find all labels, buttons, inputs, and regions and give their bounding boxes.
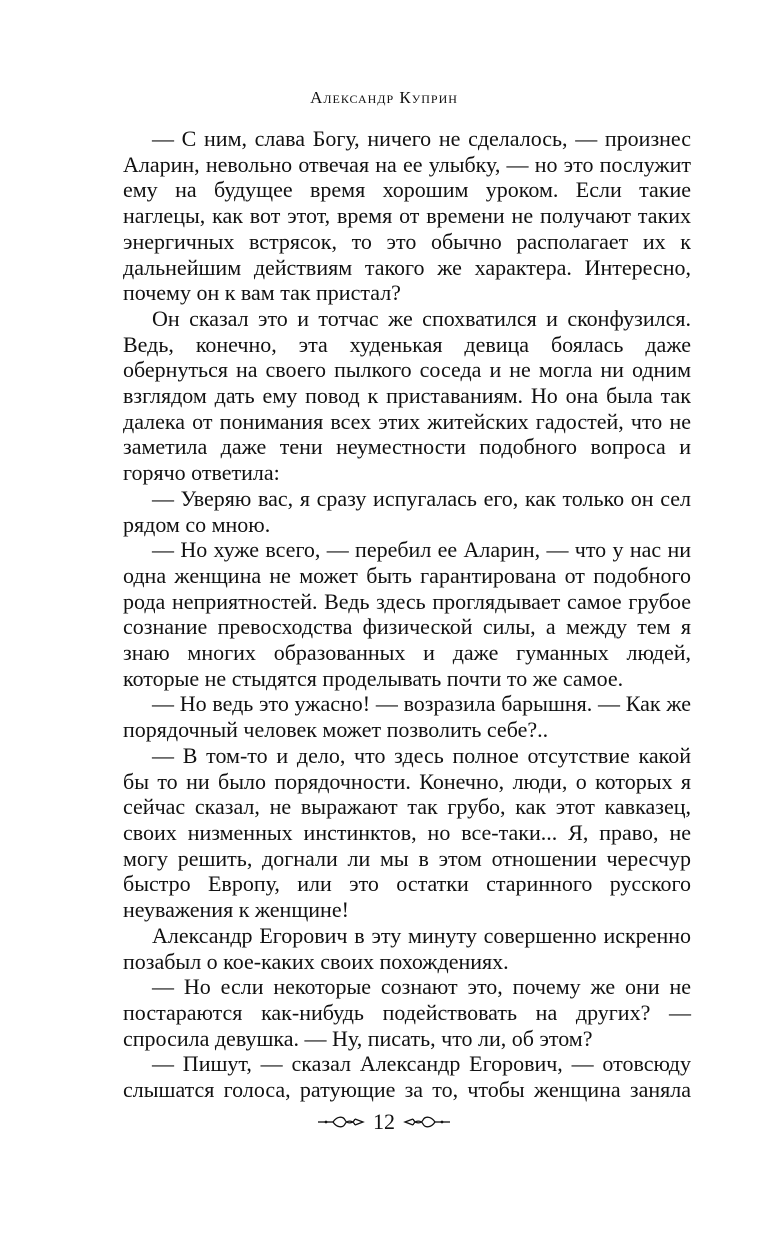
paragraph: — Но хуже всего, — перебил ее Аларин, — что у нас ни одна женщина не может быть гарантирована от подобного рода неприятностей. Ведь здесь проглядывает самое грубое сознание превосходства физической силы, а между тем я знаю многих образованных и даже гуманных людей, которые не стыдятся проделывать почти то же самое.	[123, 537, 691, 691]
page-number: 12	[373, 1109, 395, 1134]
left-flourish-ornament-icon	[317, 1114, 365, 1130]
paragraph: Он сказал это и тотчас же спохватился и сконфузился. Ведь, конечно, эта худенькая девица боялась даже обернуться на своего пылкого соседа и не могла ни одним взглядом дать ему повод к приставаниям. Но она была так далека от понимания всех этих житейских гадостей, что не заметила даже тени неуместности подобного вопроса и горячо ответила:	[123, 305, 691, 486]
paragraph: — В том-то и дело, что здесь полное отсутствие какой бы то ни было порядочности. Конечно, люди, о которых я сейчас сказал, не выражают так грубо, как этот кавказец, своих низменных инстинктов, но все-таки... Я, право, не могу решить, догнали ли мы в этом отношении чересчур быстро Европу, или это остатки старинного русского неуважения к женщине!	[123, 742, 691, 923]
body-text	[123, 126, 691, 1103]
right-flourish-ornament-icon	[403, 1114, 451, 1130]
paragraph: — С ним, слава Богу, ничего не сделалось, — произнес Аларин, невольно отвечая на ее улыбку, — но это послужит ему на будущее время хорошим уроком. Если такие наглецы, как вот этот, время от времени не получают таких энергичных встрясок, то это обычно располагает их к дальнейшим действиям такого же характера. Интересно, почему он к вам так пристал?	[123, 126, 691, 306]
page-footer	[0, 1110, 768, 1134]
paragraph: — Но ведь это ужасно! — возразила барышня. — Как же порядочный человек может позволить себе?..	[123, 691, 691, 743]
paragraph: — Пишут, — сказал Александр Егорович, — отовсюду слышатся голоса, ратующие за то, чтобы женщина заняла	[123, 1051, 691, 1103]
paragraph: — Но если некоторые сознают это, почему же они не постараются как-нибудь подействовать на других? — спросила девушка. — Ну, писать, что ли, об этом?	[123, 974, 691, 1051]
paragraph: Александр Егорович в эту минуту совершенно искренно позабыл о кое-каких своих похождениях.	[123, 922, 691, 974]
running-title: Александр Куприн	[310, 88, 458, 107]
paragraph: — Уверяю вас, я сразу испугалась его, как только он сел рядом со мною.	[123, 485, 691, 537]
